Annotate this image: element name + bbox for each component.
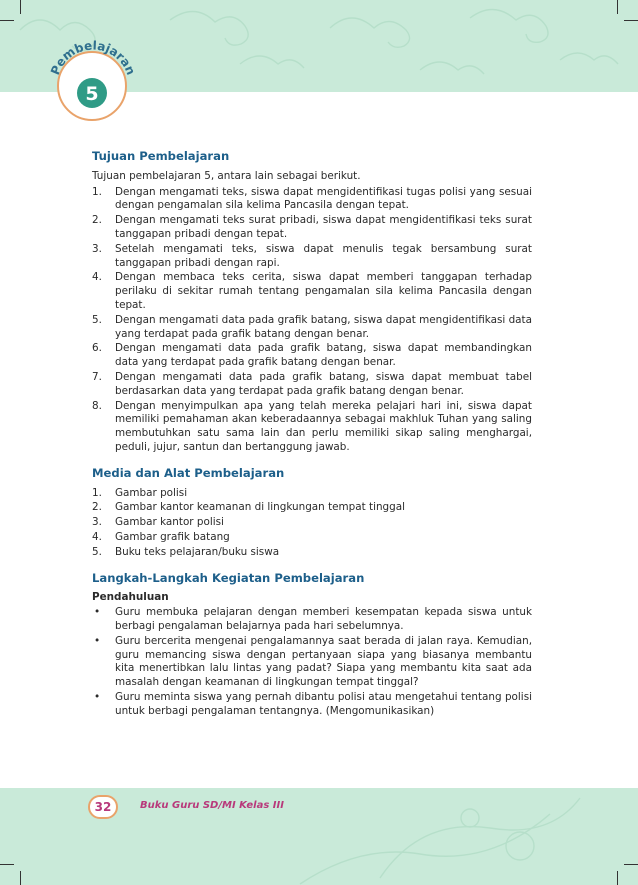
section-langkah [92,572,532,719]
list-item [92,546,532,560]
crop-mark [617,871,618,885]
item-number: 4. [92,271,102,284]
list-item [92,342,532,370]
list-item [92,371,532,399]
list-item [92,635,532,690]
item-number: 7. [92,370,102,383]
crop-mark [0,20,14,21]
item-number: 1. [92,185,102,198]
crop-mark [617,0,618,14]
tujuan-list [92,186,532,455]
item-number: 6. [92,342,102,355]
item-text: Gambar grafik batang [115,530,230,543]
bullet-icon: • [94,690,101,703]
crop-mark [624,20,638,21]
section-subtitle: Pendahuluan [92,591,169,604]
list-item [92,243,532,271]
item-text: Setelah mengamati teks, siswa dapat menulis tegak bersambung surat tanggapan pribadi dengan rapi. [115,242,532,269]
section-tujuan [92,150,532,455]
crop-mark [0,864,14,865]
item-text: Gambar kantor polisi [115,516,224,529]
page-number: 32 [88,795,118,819]
list-item [92,271,532,312]
list-item [92,400,532,455]
item-number: 8. [92,399,102,412]
crop-mark [20,0,21,14]
list-item [92,691,532,719]
list-item [92,214,532,242]
crop-mark [624,864,638,865]
section-intro: Tujuan pembelajaran 5, antara lain sebagai berikut. [92,169,361,182]
item-number: 5. [92,545,102,558]
lesson-badge [44,36,140,132]
item-text: Dengan mengamati data pada grafik batang, siswa dapat membuat tabel berdasarkan data yang terdapat pada grafik batang dengan benar. [115,370,532,397]
item-number: 4. [92,530,102,543]
item-text: Dengan menyimpulkan apa yang telah mereka pelajari hari ini, siswa dapat memiliki pemahaman akan keberadaannya sebagai makhluk Tuhan yang saling membutuhkan satu sama lain dan perlu memiliki sikap saling menghargai, peduli, jujur, santun dan bertanggung jawab. [115,399,532,453]
bullet-icon: • [94,634,101,647]
item-text: Dengan mengamati data pada grafik batang, siswa dapat mengidentifikasi data yang terdapat pada grafik batang dengan benar. [115,313,532,340]
badge-graphic [44,36,140,132]
badge-number: 5 [85,83,99,105]
section-title: Media dan Alat Pembelajaran [92,465,285,480]
list-item [92,531,532,545]
item-text: Guru meminta siswa yang pernah dibantu polisi atau mengetahui tentang polisi untuk berbagi pengalaman tentangnya. (Mengomunikasikan) [115,690,532,717]
book-title: Buku Guru SD/MI Kelas III [140,800,284,811]
item-text: Gambar polisi [115,486,188,499]
badge-word: Pembelajaran [47,38,139,77]
list-item [92,501,532,515]
item-text: Dengan mengamati teks, siswa dapat mengidentifikasi tugas polisi yang sesuai dengan pengamalan sila kelima Pancasila dengan tepat. [115,185,532,212]
langkah-list [92,606,532,718]
main-content [92,150,532,730]
item-text: Guru bercerita mengenai pengalamannya saat berada di jalan raya. Kemudian, guru memancing siswa dengan pertanyaan siapa yang biasanya membantu kita menertibkan lalu lintas yang padat? Siapa yang membantu kita saat ada masalah dengan keamanan di lingkungan tempat tinggal? [115,634,532,689]
item-number: 5. [92,313,102,326]
item-text: Dengan membaca teks cerita, siswa dapat memberi tanggapan terhadap perilaku di sekitar rumah tentang pengamalan sila kelima Pancasila dengan tepat. [115,271,532,311]
item-text: Buku teks pelajaran/buku siswa [115,545,280,558]
item-number: 2. [92,501,102,514]
media-list [92,487,532,560]
item-number: 2. [92,214,102,227]
list-item [92,516,532,530]
list-item [92,606,532,634]
item-text: Dengan mengamati teks surat pribadi, siswa dapat mengidentifikasi teks surat tanggapan pribadi dengan tepat. [115,214,532,240]
item-text: Dengan mengamati data pada grafik batang, siswa dapat membandingkan data yang terdapat pada grafik batang dengan benar. [115,342,532,369]
section-media [92,467,532,560]
section-title: Langkah-Langkah Kegiatan Pembelajaran [92,570,365,585]
item-text: Guru membuka pelajaran dengan memberi kesempatan kepada siswa untuk berbagi pengalaman belajarnya pada hari sebelumnya. [115,606,532,632]
list-item [92,186,532,214]
item-number: 1. [92,486,102,499]
list-item [92,487,532,501]
crop-mark [20,871,21,885]
item-number: 3. [92,242,102,255]
section-title: Tujuan Pembelajaran [92,149,230,163]
item-number: 3. [92,516,102,529]
bullet-icon: • [94,606,101,619]
list-item [92,314,532,342]
item-text: Gambar kantor keamanan di lingkungan tempat tinggal [115,501,405,514]
